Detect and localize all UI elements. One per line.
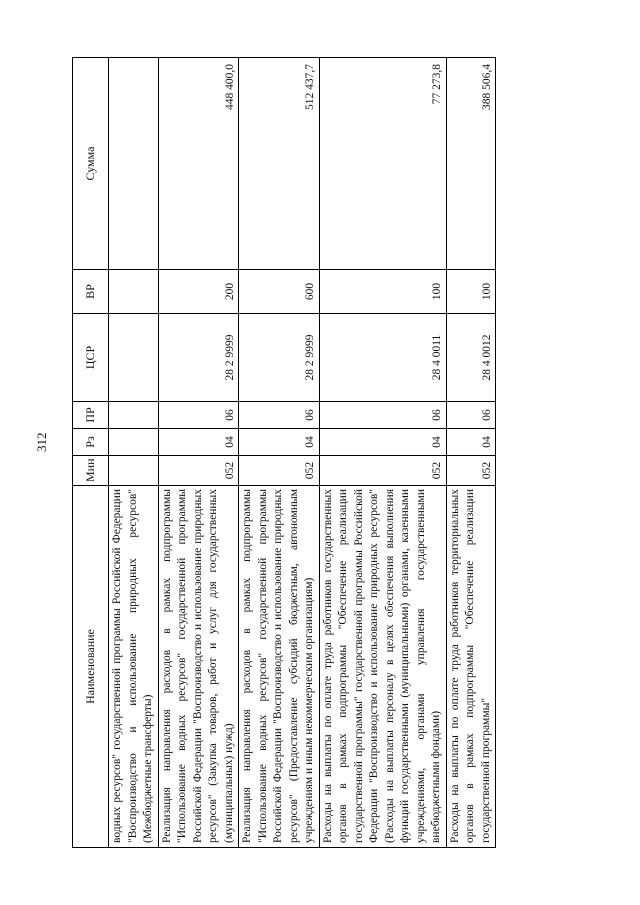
row-name: Реализация направления расходов в рамках подпрограммы "Использование водных ресурсов" государственной программы Российской Федерации "Воспроизводство и использование природных ресурсов" (Предоставление субсидий бюджетным, автономным учреждениям и иным некоммерческим организациям)	[239, 486, 320, 848]
row-sum	[109, 58, 159, 270]
row-rz: 04	[319, 429, 446, 456]
column-header-csr: ЦСР	[73, 314, 109, 402]
row-sum: 77 273,8	[319, 58, 446, 270]
row-pr: 06	[319, 402, 446, 429]
row-sum: 512 437,7	[239, 58, 320, 270]
row-name: водных ресурсов" государственной программы Российской Федерации "Воспроизводство и использование природных ресурсов" (Межбюджетные трансферты)	[109, 486, 159, 848]
row-rz: 04	[158, 429, 239, 456]
row-min: 052	[446, 456, 496, 486]
row-min: 052	[239, 456, 320, 486]
column-header-rz: Рз	[73, 429, 109, 456]
row-min	[109, 456, 159, 486]
column-header-name: Наименование	[73, 486, 109, 848]
column-header-vr: ВР	[73, 270, 109, 314]
row-vr: 600	[239, 270, 320, 314]
table-header-row	[73, 58, 109, 848]
row-pr: 06	[446, 402, 496, 429]
row-vr: 200	[158, 270, 239, 314]
budget-table	[72, 57, 496, 848]
row-pr	[109, 402, 159, 429]
row-csr: 28 4 0011	[319, 314, 446, 402]
table-row	[158, 58, 239, 848]
row-csr: 28 2 9999	[158, 314, 239, 402]
table-row	[446, 58, 496, 848]
row-vr: 100	[319, 270, 446, 314]
row-name: Реализация направления расходов в рамках подпрограммы "Использование водных ресурсов" государственной программы Российской Федерации "Воспроизводство и использование природных ресурсов" (Закупка товаров, работ и услуг для государственных (муниципальных) нужд)	[158, 486, 239, 848]
row-vr	[109, 270, 159, 314]
row-pr: 06	[158, 402, 239, 429]
rotated-page-content	[72, 58, 620, 848]
row-rz	[109, 429, 159, 456]
row-sum: 388 506,4	[446, 58, 496, 270]
row-sum: 448 400,0	[158, 58, 239, 270]
row-vr: 100	[446, 270, 496, 314]
column-header-sum: Сумма	[73, 58, 109, 270]
row-csr: 28 4 0012	[446, 314, 496, 402]
column-header-pr: ПР	[73, 402, 109, 429]
row-csr: 28 2 9999	[239, 314, 320, 402]
table-row	[239, 58, 320, 848]
row-min: 052	[158, 456, 239, 486]
table-row	[109, 58, 159, 848]
row-name: Расходы на выплаты по оплате труда работников государственных органов в рамках подпрограммы "Обеспечение реализации государственной программы" государственной программы Российской Федерации "Воспроизводство и использование природных ресурсов" (Расходы на выплаты персоналу в целях обеспечения выполнения функций государственными (муниципальными) органами, казенными учреждениями, органами управления государственными внебюджетными фондами)	[319, 486, 446, 848]
row-csr	[109, 314, 159, 402]
page-number: 312	[34, 432, 49, 452]
row-min: 052	[319, 456, 446, 486]
column-header-min: Мин	[73, 456, 109, 486]
row-pr: 06	[239, 402, 320, 429]
row-rz: 04	[446, 429, 496, 456]
row-rz: 04	[239, 429, 320, 456]
row-name: Расходы на выплаты по оплате труда работников территориальных органов в рамках подпрограммы "Обеспечение реализации государственной программы"	[446, 486, 496, 848]
table-row	[319, 58, 446, 848]
